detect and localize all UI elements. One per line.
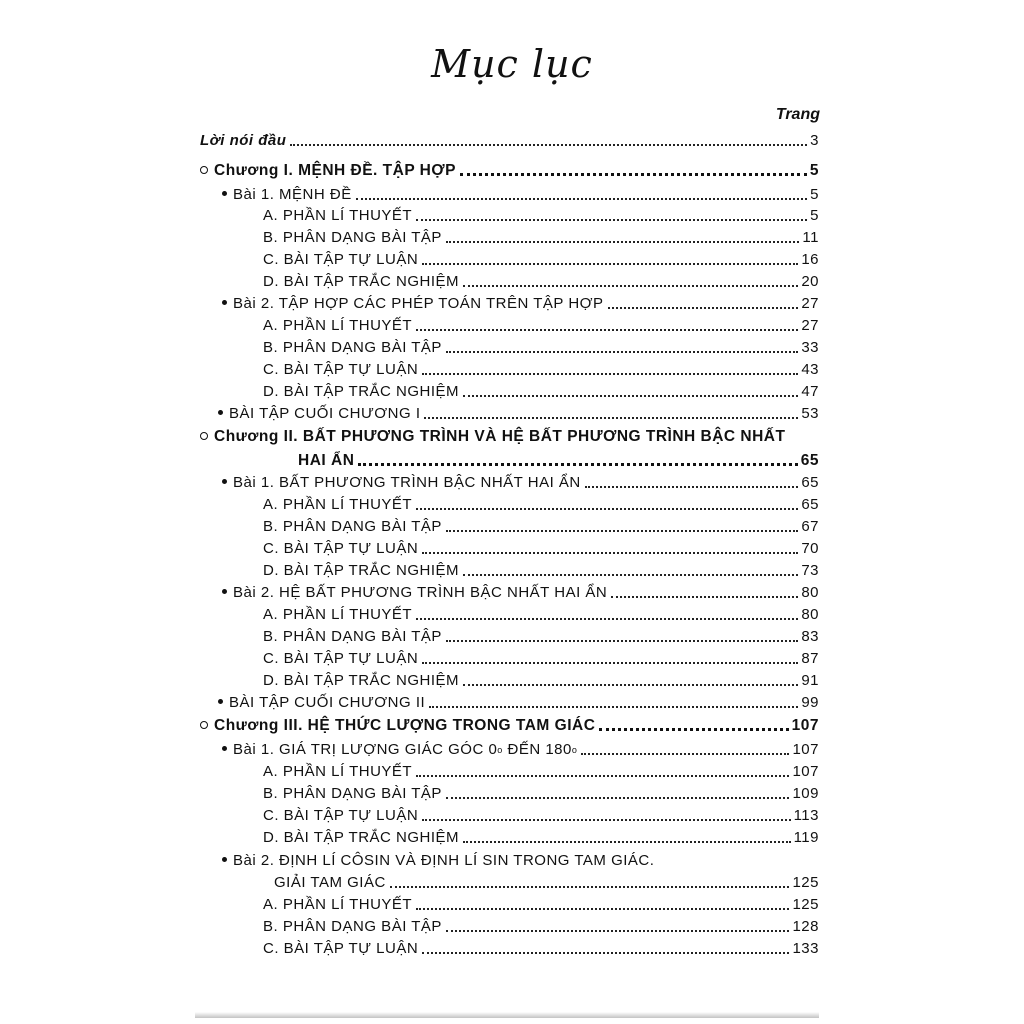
toc-entry-label: C. BÀI TẬP TỰ LUẬN [263, 650, 419, 667]
toc-entry-page: 65 [800, 452, 819, 469]
leader-dots [416, 775, 789, 777]
toc-lesson[interactable] [218, 405, 819, 423]
bullet-icon [222, 589, 227, 594]
leader-dots [463, 684, 798, 686]
leader-dots [422, 373, 798, 375]
toc-entry-page: 5 [809, 162, 819, 179]
toc-section[interactable] [263, 606, 819, 624]
toc-entry-preface[interactable] [200, 132, 819, 150]
toc-entry-label: C. BÀI TẬP TỰ LUẬN [263, 940, 419, 957]
toc-entry-label: Bài 2. ĐỊNH LÍ CÔSIN VÀ ĐỊNH LÍ SIN TRONG TAM GIÁC. [233, 852, 655, 869]
toc-entry-label: HAI ẨN [298, 452, 355, 469]
leader-dots [446, 930, 790, 932]
toc-entry-page: 91 [801, 672, 819, 689]
toc-entry-page: 3 [810, 132, 819, 149]
leader-dots [608, 307, 799, 309]
toc-section[interactable] [263, 229, 819, 247]
toc-chapter-3[interactable] [200, 717, 819, 735]
bullet-icon [218, 699, 223, 704]
toc-entry-page: 109 [792, 785, 819, 802]
toc-entry-label: A. PHẦN LÍ THUYẾT [263, 896, 413, 913]
toc-entry-page: 99 [801, 694, 819, 711]
toc-section[interactable] [263, 339, 819, 357]
toc-entry-label: GIẢI TAM GIÁC [274, 874, 386, 891]
leader-dots [446, 351, 798, 353]
toc-section[interactable] [263, 562, 819, 580]
toc-entry-label: A. PHẦN LÍ THUYẾT [263, 606, 413, 623]
toc-section[interactable] [263, 807, 819, 825]
toc-entry-label: BÀI TẬP CUỐI CHƯƠNG II [229, 694, 426, 711]
toc-section[interactable] [263, 273, 819, 291]
leader-dots [429, 706, 798, 708]
toc-entry-page: 20 [801, 273, 819, 290]
leader-dots [599, 728, 788, 731]
toc-entry-page: 87 [801, 650, 819, 667]
bullet-icon [222, 300, 227, 305]
toc-lesson[interactable] [222, 186, 819, 204]
toc-chapter-1[interactable] [200, 162, 819, 180]
leader-dots [463, 574, 798, 576]
toc-entry-label: Chương III. HỆ THỨC LƯỢNG TRONG TAM GIÁC [214, 717, 596, 734]
toc-entry-page: 113 [793, 807, 819, 824]
toc-section[interactable] [263, 518, 819, 536]
toc-entry-label: B. PHÂN DẠNG BÀI TẬP [263, 918, 442, 935]
toc-entry-label: D. BÀI TẬP TRẮC NGHIỆM [263, 672, 460, 689]
toc-entry-label: C. BÀI TẬP TỰ LUẬN [263, 540, 419, 557]
toc-section[interactable] [263, 207, 819, 225]
toc-section[interactable] [263, 918, 819, 936]
toc-entry-page: 73 [801, 562, 819, 579]
bullet-icon [222, 191, 227, 196]
toc-entry-label: D. BÀI TẬP TRẮC NGHIỆM [263, 562, 460, 579]
circle-bullet-icon [200, 432, 208, 440]
toc-entry-page: 125 [792, 874, 819, 891]
toc-entry-page: 5 [810, 186, 819, 203]
toc-chapter-2-line1[interactable] [200, 428, 785, 446]
toc-entry-label: C. BÀI TẬP TỰ LUẬN [263, 251, 419, 268]
toc-entry-page: 27 [801, 317, 819, 334]
toc-entry-page: 125 [792, 896, 819, 913]
toc-entry-label: Bài 1. MỆNH ĐỀ [233, 186, 352, 203]
toc-entry-label: A. PHẦN LÍ THUYẾT [263, 763, 413, 780]
leader-dots [611, 596, 798, 598]
toc-entry-label: B. PHÂN DẠNG BÀI TẬP [263, 785, 442, 802]
toc-section[interactable] [263, 317, 819, 335]
toc-entry-label: C. BÀI TẬP TỰ LUẬN [263, 807, 419, 824]
toc-entry-page: 107 [791, 717, 819, 734]
toc-entry-page: 65 [801, 496, 819, 513]
toc-section[interactable] [263, 540, 819, 558]
toc-entry-label: B. PHÂN DẠNG BÀI TẬP [263, 339, 442, 356]
toc-entry-page: 107 [792, 741, 819, 758]
toc-entry-label: Bài 1. BẤT PHƯƠNG TRÌNH BẬC NHẤT HAI ẨN [233, 474, 581, 491]
toc-entry-page: 83 [801, 628, 819, 645]
leader-dots [581, 753, 789, 755]
toc-entry-page: 119 [793, 829, 819, 846]
leader-dots [422, 952, 789, 954]
toc-entry-label: D. BÀI TẬP TRẮC NGHIỆM [263, 383, 460, 400]
leader-dots [585, 486, 799, 488]
toc-entry-page: 67 [801, 518, 819, 535]
toc-entry-page: 65 [801, 474, 819, 491]
toc-entry-page: 5 [810, 207, 819, 224]
toc-entry-page: 80 [801, 606, 819, 623]
leader-dots [416, 329, 798, 331]
toc-entry-label: Bài 2. HỆ BẤT PHƯƠNG TRÌNH BẬC NHẤT HAI ẨN [233, 584, 608, 601]
page-bottom-edge [195, 1012, 819, 1018]
toc-entry-label: C. BÀI TẬP TỰ LUẬN [263, 361, 419, 378]
toc-entry-page: 53 [801, 405, 819, 422]
leader-dots [424, 417, 798, 419]
leader-dots [416, 508, 798, 510]
leader-dots [422, 552, 798, 554]
leader-dots [460, 173, 807, 176]
leader-dots [446, 797, 790, 799]
leader-dots [416, 908, 789, 910]
leader-dots [422, 662, 798, 664]
toc-entry-label: Bài 2. TẬP HỢP CÁC PHÉP TOÁN TRÊN TẬP HỢP [233, 295, 604, 312]
page-column-header: Trang [775, 106, 820, 123]
toc-lesson-line2[interactable] [274, 874, 819, 892]
toc-section[interactable] [263, 785, 819, 803]
toc-section[interactable] [263, 251, 819, 269]
toc-entry-label: Chương II. BẤT PHƯƠNG TRÌNH VÀ HỆ BẤT PHƯƠNG TRÌNH BẬC NHẤT [214, 428, 786, 445]
toc-entry-page: 33 [801, 339, 819, 356]
toc-entry-label: Lời nói đầu [200, 132, 287, 149]
toc-lesson[interactable] [218, 694, 819, 712]
toc-entry-label: B. PHÂN DẠNG BÀI TẬP [263, 518, 442, 535]
bullet-icon [218, 410, 223, 415]
toc-entry-page: 107 [792, 763, 819, 780]
toc-entry-page: 27 [801, 295, 819, 312]
toc-entry-page: 16 [801, 251, 819, 268]
leader-dots [422, 263, 798, 265]
leader-dots [463, 841, 791, 843]
toc-entry-label: A. PHẦN LÍ THUYẾT [263, 317, 413, 334]
toc-entry-page: 70 [801, 540, 819, 557]
leader-dots [358, 463, 797, 466]
leader-dots [416, 219, 807, 221]
toc-lesson-line1[interactable] [222, 852, 654, 869]
toc-entry-page: 80 [801, 584, 819, 601]
toc-entry-page: 11 [802, 229, 819, 246]
circle-bullet-icon [200, 166, 208, 174]
page-title: Mục lục [431, 42, 593, 86]
toc-entry-label: A. PHẦN LÍ THUYẾT [263, 207, 413, 224]
toc-section[interactable] [263, 940, 819, 958]
toc-entry-label: D. BÀI TẬP TRẮC NGHIỆM [263, 829, 460, 846]
circle-bullet-icon [200, 721, 208, 729]
toc-section[interactable] [263, 361, 819, 379]
toc-lesson[interactable]: Bài 1. GIÁ TRỊ LƯỢNG GIÁC GÓC 0$^o$ ĐẾN 180$^o$ 107 [222, 741, 819, 759]
toc-entry-page: 133 [792, 940, 819, 957]
leader-dots [446, 530, 798, 532]
toc-entry-page: 43 [801, 361, 819, 378]
toc-section[interactable] [263, 650, 819, 668]
leader-dots [446, 640, 798, 642]
toc-entry-page: 128 [792, 918, 819, 935]
toc-entry-label: A. PHẦN LÍ THUYẾT [263, 496, 413, 513]
toc-section[interactable] [263, 383, 819, 401]
toc-entry-page: 47 [801, 383, 819, 400]
toc-section[interactable] [263, 496, 819, 514]
toc-entry-label: D. BÀI TẬP TRẮC NGHIỆM [263, 273, 460, 290]
leader-dots [356, 198, 807, 200]
leader-dots [463, 285, 798, 287]
leader-dots [416, 618, 798, 620]
toc-entry-label: B. PHÂN DẠNG BÀI TẬP [263, 229, 442, 246]
toc-lesson[interactable] [222, 474, 819, 492]
toc-section[interactable] [263, 896, 819, 914]
toc-entry-label: B. PHÂN DẠNG BÀI TẬP [263, 628, 442, 645]
toc-section[interactable] [263, 628, 819, 646]
toc-lesson[interactable] [222, 584, 819, 602]
toc-entry-label: BÀI TẬP CUỐI CHƯƠNG I [229, 405, 421, 422]
toc-entry-label: Chương I. MỆNH ĐỀ. TẬP HỢP [214, 162, 456, 179]
toc-chapter-2-line2[interactable] [298, 452, 819, 470]
toc-section[interactable] [263, 829, 819, 847]
leader-dots [463, 395, 798, 397]
toc-entry-label: Bài 1. GIÁ TRỊ LƯỢNG GIÁC GÓC 0 [233, 741, 498, 758]
leader-dots [290, 144, 807, 146]
toc-section[interactable] [263, 672, 819, 690]
leader-dots [390, 886, 790, 888]
toc-lesson[interactable] [222, 295, 819, 313]
leader-dots [446, 241, 799, 243]
toc-section[interactable] [263, 763, 819, 781]
bullet-icon [222, 479, 227, 484]
bullet-icon [222, 857, 227, 862]
leader-dots [422, 819, 790, 821]
bullet-icon [222, 746, 227, 751]
